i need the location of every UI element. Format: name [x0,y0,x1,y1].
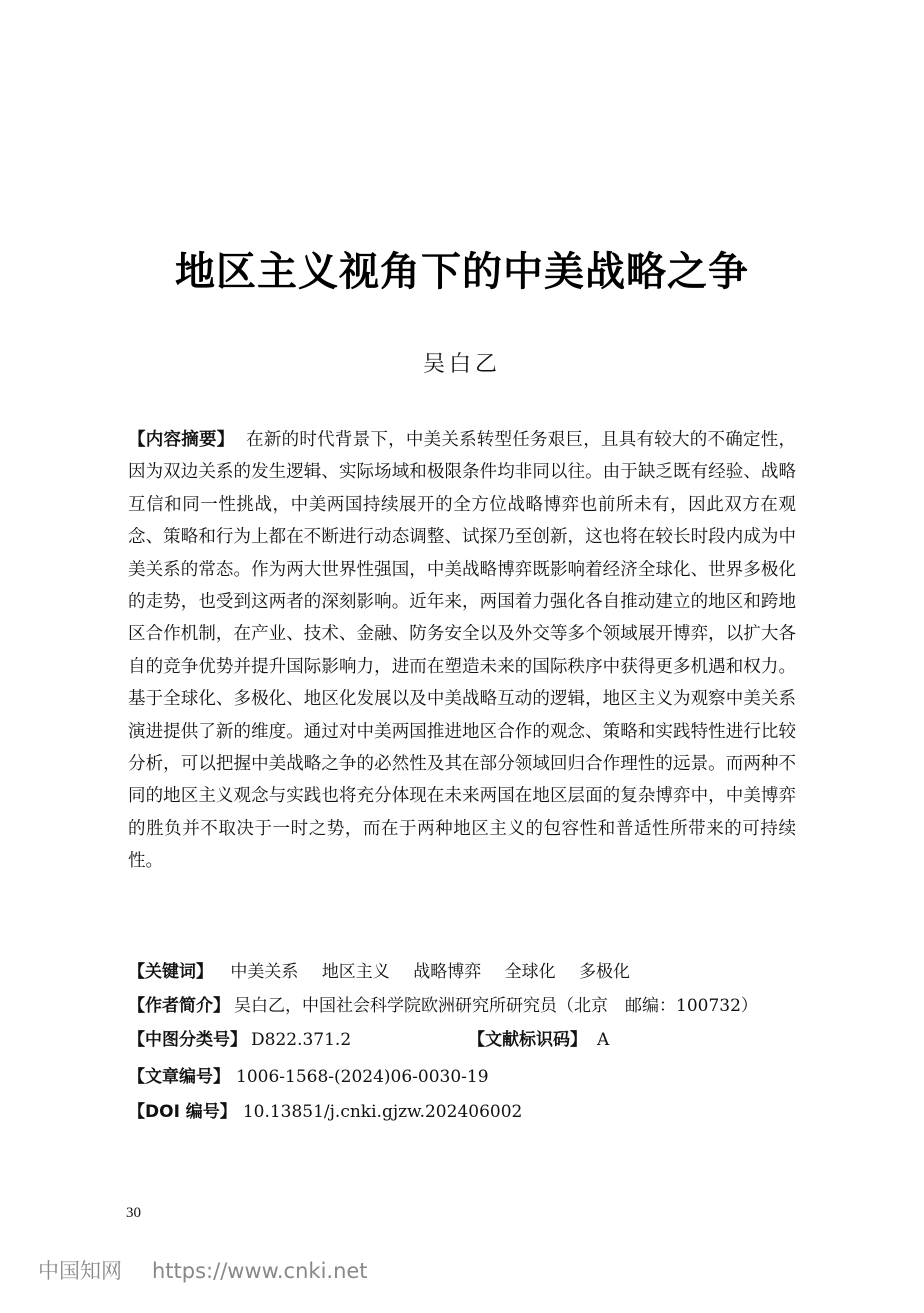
clc-line [128,1025,351,1050]
author-name: 吴白乙 [422,352,501,377]
doc-code-label: 【文献标识码】 [468,1030,587,1050]
keywords-label: 【关键词】 [128,962,213,982]
cnki-url[interactable]: https://www.cnki.net [152,1259,368,1283]
doc-code-line [468,1025,609,1050]
watermark-footer [38,1255,368,1285]
article-no-value: 1006-1568-(2024)06-0030-19 [236,1067,489,1087]
keyword: 中美关系 [230,962,299,982]
author-intro-line [128,991,758,1016]
cnki-brand: 中国知网 [38,1259,122,1283]
doi-value: 10.13851/j.cnki.gjzw.202406002 [242,1102,523,1122]
doi-line [128,1097,522,1122]
article-no-line [128,1062,489,1087]
abstract [128,424,796,878]
paper-title: 地区主义视角下的中美战略之争 [175,249,749,295]
keyword: 地区主义 [321,962,390,982]
doi-label: 【DOI 编号】 [128,1102,237,1122]
abstract-label: 【内容摘要】 [128,430,235,450]
keyword: 全球化 [504,962,556,982]
keywords-line [128,957,648,982]
keyword: 战略博弈 [413,962,482,982]
keyword: 多极化 [579,962,631,982]
author-intro-label: 【作者简介】 [128,996,230,1016]
page-number: 30 [126,1205,141,1221]
article-no-label: 【文章编号】 [128,1067,230,1087]
abstract-text: 在新的时代背景下，中美关系转型任务艰巨，且具有较大的不确定性，因为双边关系的发生逻辑、实际场域和极限条件均非同以往。由于缺乏既有经验、战略互信和同一性挑战，中美两国持续展开的全方位战略博弈也前所未有，因此双方在观念、策略和行为上都在不断进行动态调整、试探乃至创新，这也将在较长时段内成为中美关系的常态。作为两大世界性强国，中美战略博弈既影响着经济全球化、世界多极化的走势，也受到这两者的深刻影响。近年来，两国着力强化各自推动建立的地区和跨地区合作机制，在产业、技术、金融、防务安全以及外交等多个领域展开博弈，以扩大各自的竞争优势并提升国际影响力，进而在塑造未来的国际秩序中获得更多机遇和权力。基于全球化、多极化、地区化发展以及中美战略互动的逻辑，地区主义为观察中美关系演进提供了新的维度。通过对中美两国推进地区合作的观念、策略和实践特性进行比较分析，可以把握中美战略之争的必然性及其在部分领域回归合作理性的远景。而两种不同的地区主义观念与实践也将充分体现在未来两国在地区层面的复杂博弈中，中美博弈的胜负并不取决于一时之势，而在于两种地区主义的包容性和普适性所带来的可持续性。 [128,430,796,872]
author-intro-text: 吴白乙，中国社会科学院欧洲研究所研究员（北京 邮编：100732） [234,996,758,1016]
clc-label: 【中图分类号】 [128,1030,247,1050]
clc-value: D822.371.2 [251,1030,352,1050]
doc-code-value: A [597,1030,610,1050]
